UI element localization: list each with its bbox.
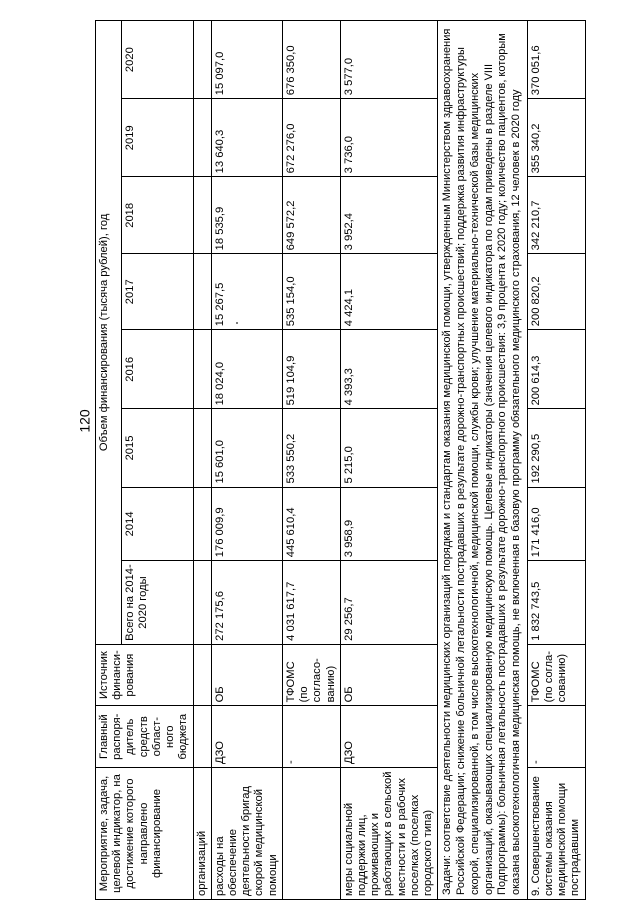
cell-value: 18 535,9: [211, 177, 282, 254]
cell-value: 15 097,0: [211, 21, 282, 99]
header-year: 2019: [121, 99, 193, 177]
cell-value: 342 210,7: [527, 177, 585, 254]
cell-value: 445 610,4: [282, 487, 340, 561]
cell-value: 649 572,2: [282, 177, 340, 254]
table-row: [340, 21, 438, 900]
cell-value: 4 393,3: [340, 330, 438, 409]
cell-measure: меры социальной поддержки лиц, проживающих и работающих в сельской местности и в рабочих поселках (поселках городского типа): [340, 768, 438, 900]
cell-manager: -: [282, 706, 340, 768]
header-measure: Мероприятие, задача, целевой индикатор, на достижение которого направлено финансирование: [96, 768, 194, 900]
cell-value: 3 952,4: [340, 177, 438, 254]
cell-value: 3 577,0: [340, 21, 438, 99]
page-number: 120: [76, 409, 93, 433]
header-year: 2017: [121, 254, 193, 330]
cell-value: 15 267,5: [211, 254, 282, 330]
cell-value: 176 009,9: [211, 487, 282, 561]
table-row: [527, 21, 585, 900]
table-row: [193, 21, 211, 900]
cell-manager: ДЗО: [211, 706, 282, 768]
cell-value: 355 340,2: [527, 99, 585, 177]
cell-value: 1 832 743,5: [527, 561, 585, 645]
rotated-table-area: [95, 20, 582, 900]
cell-measure: расходы на обеспечение деятельности бригад скорой медицинской помощи: [211, 768, 282, 900]
cell-source: [193, 644, 211, 706]
cell-source: ТФОМС (по согласо-ванию): [282, 644, 340, 706]
cell-value: 676 350,0: [282, 21, 340, 99]
table-row: [282, 21, 340, 900]
cell-measure: 9. Совершенствование системы оказания медицинской помощи пострадавшим: [527, 768, 585, 900]
cell-value: 192 290,5: [527, 409, 585, 487]
cell-source: ОБ: [211, 644, 282, 706]
cell-value: 3 958,9: [340, 487, 438, 561]
cell-manager: ДЗО: [340, 706, 438, 768]
header-year: 2018: [121, 177, 193, 254]
header-funding: Объем финансирования (тысяча рублей), год: [96, 21, 122, 645]
cell-value: 5 215,0: [340, 409, 438, 487]
cell-value: 533 550,2: [282, 409, 340, 487]
cell-value: 4 031 617,7: [282, 561, 340, 645]
cell-measure: [282, 768, 340, 900]
header-year: 2014: [121, 487, 193, 561]
cell-value: 535 154,0: [282, 254, 340, 330]
cell-value: 519 104,9: [282, 330, 340, 409]
task-row: [438, 21, 528, 900]
cell-value: 29 256,7: [340, 561, 438, 645]
table-row: [211, 21, 282, 900]
cell-value: 3 736,0: [340, 99, 438, 177]
cell-value: 4 424,1: [340, 254, 438, 330]
cell-value: 171 416,0: [527, 487, 585, 561]
cell-measure: организаций: [193, 768, 211, 900]
cell-source: ТФОМС (по согла-сованию): [527, 644, 585, 706]
cell-manager: -: [527, 706, 585, 768]
cell-source: ОБ: [340, 644, 438, 706]
cell-value: 672 276,0: [282, 99, 340, 177]
header-year: 2016: [121, 330, 193, 409]
cell-value: 18 024,0: [211, 330, 282, 409]
cell-value: 15 601,0: [211, 409, 282, 487]
cell-value: 13 640,3: [211, 99, 282, 177]
header-manager: Главный распоря-дитель средств област-ного бюджета: [96, 706, 194, 768]
cell-manager: [193, 706, 211, 768]
header-source: Источник финанси-рования: [96, 644, 194, 706]
cell-value: 200 820,2: [527, 254, 585, 330]
cell-value: 200 614,3: [527, 330, 585, 409]
header-year: 2015: [121, 409, 193, 487]
header-year-total: Всего на 2014-2020 годы: [121, 561, 193, 645]
financing-table: [95, 20, 586, 900]
header-year: 2020: [121, 21, 193, 99]
cell-value: 370 051,6: [527, 21, 585, 99]
cell-value: 272 175,6: [211, 561, 282, 645]
task-text: Задачи: соответствие деятельности медицинских организаций порядкам и стандартам оказания медицинской помощи, утвержденным Министерством здравоохранения Российской Федерации; снижение больничной летальности пострадавших в результате дорожно-транспортных происшествий; поддержка развития инфраструктуры скорой, специализированной, в том числе высокотехнологичной, медицинской помощи, службы крови; улучшение материально-технической базы медицинских организаций, оказывающих специализированную медицинскую помощь. Целевые индикаторы (значения целевого индикатора по годам приведены в разделе VIII Подпрограммы): больничная летальность пострадавших в результате дорожно-транспортного происшествия: 3,9 процента к 2020 году; количество пациентов, которым оказана высокотехнологичная медицинская помощь, не включенная в базовую программу обязательного медицинского страхования, 12 человек в 2020 году: [438, 21, 528, 900]
